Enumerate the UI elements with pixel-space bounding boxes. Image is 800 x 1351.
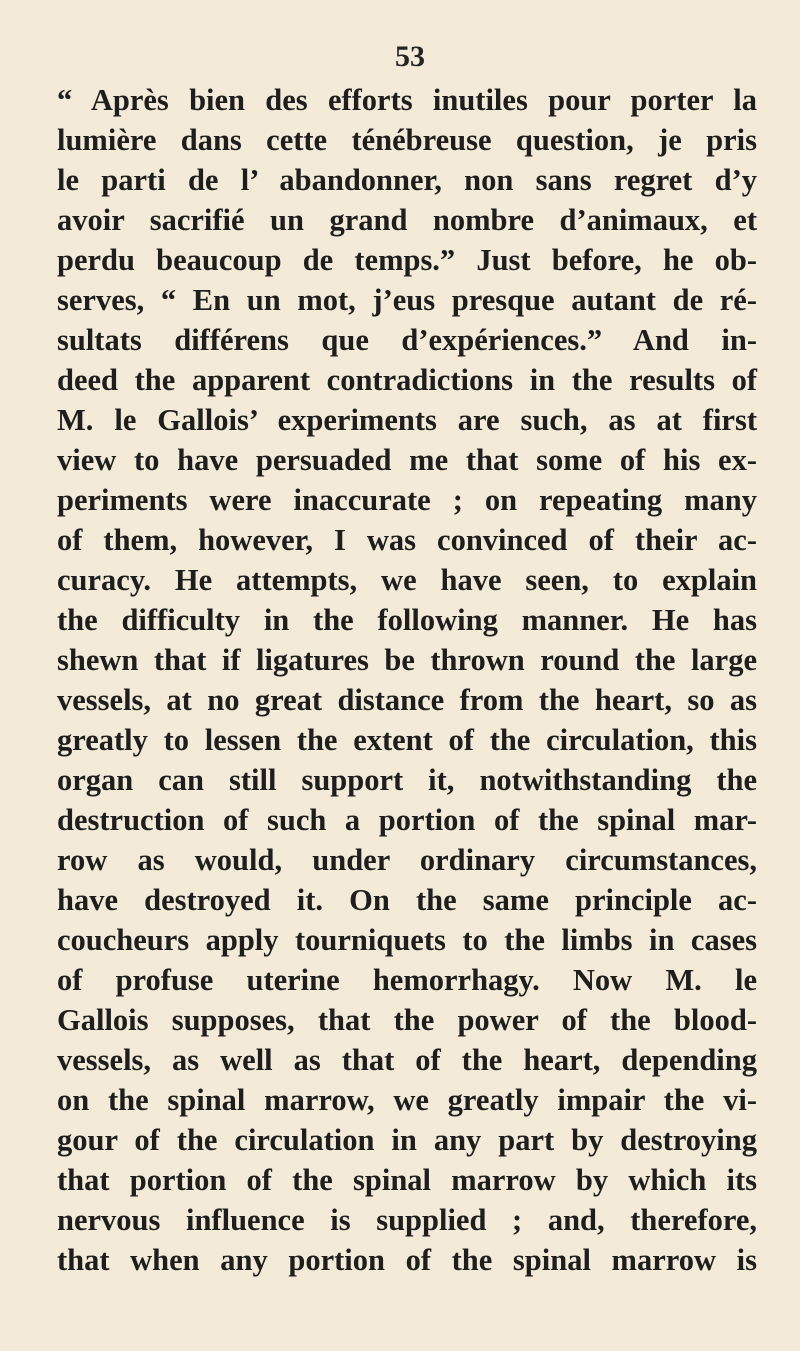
text-line: greatly to lessen the extent of the circulation, this — [57, 723, 757, 757]
text-line: of them, however, I was convinced of their ac- — [57, 523, 757, 557]
text-line: Gallois supposes, that the power of the blood- — [57, 1003, 757, 1037]
text-line: deed the apparent contradictions in the results of — [57, 363, 757, 397]
text-line: coucheurs apply tourniquets to the limbs in cases — [57, 923, 757, 957]
text-line: have destroyed it. On the same principle ac- — [57, 883, 757, 917]
text-line: organ can still support it, notwithstanding the — [57, 763, 757, 797]
text-line: nervous influence is supplied ; and, therefore, — [57, 1203, 757, 1237]
text-line: avoir sacrifié un grand nombre d’animaux, et — [57, 203, 757, 237]
text-line: M. le Gallois’ experiments are such, as at first — [57, 403, 757, 437]
text-line: view to have persuaded me that some of his ex- — [57, 443, 757, 477]
text-line: curacy. He attempts, we have seen, to explain — [57, 563, 757, 597]
text-line: that when any portion of the spinal marrow is — [57, 1243, 757, 1277]
text-line: serves, “ En un mot, j’eus presque autant de ré- — [57, 283, 757, 317]
text-line: shewn that if ligatures be thrown round the large — [57, 643, 757, 677]
body-text — [57, 80, 757, 1280]
page-number: 53 — [395, 40, 425, 73]
text-line: “ Après bien des efforts inutiles pour porter la — [57, 83, 757, 117]
text-line: periments were inaccurate ; on repeating many — [57, 483, 757, 517]
text-line: sultats différens que d’expériences.” And in- — [57, 323, 757, 357]
text-line: row as would, under ordinary circumstances, — [57, 843, 757, 877]
text-line: of profuse uterine hemorrhagy. Now M. le — [57, 963, 757, 997]
text-line: lumière dans cette ténébreuse question, je pris — [57, 123, 757, 157]
text-line: destruction of such a portion of the spinal mar- — [57, 803, 757, 837]
text-line: le parti de l’ abandonner, non sans regret d’y — [57, 163, 757, 197]
text-line: on the spinal marrow, we greatly impair the vi- — [57, 1083, 757, 1117]
text-line: perdu beaucoup de temps.” Just before, he ob- — [57, 243, 757, 277]
text-line: the difficulty in the following manner. He has — [57, 603, 757, 637]
text-line: vessels, as well as that of the heart, depending — [57, 1043, 757, 1077]
text-line: that portion of the spinal marrow by which its — [57, 1163, 757, 1197]
text-line: vessels, at no great distance from the heart, so as — [57, 683, 757, 717]
text-line: gour of the circulation in any part by destroying — [57, 1123, 757, 1157]
